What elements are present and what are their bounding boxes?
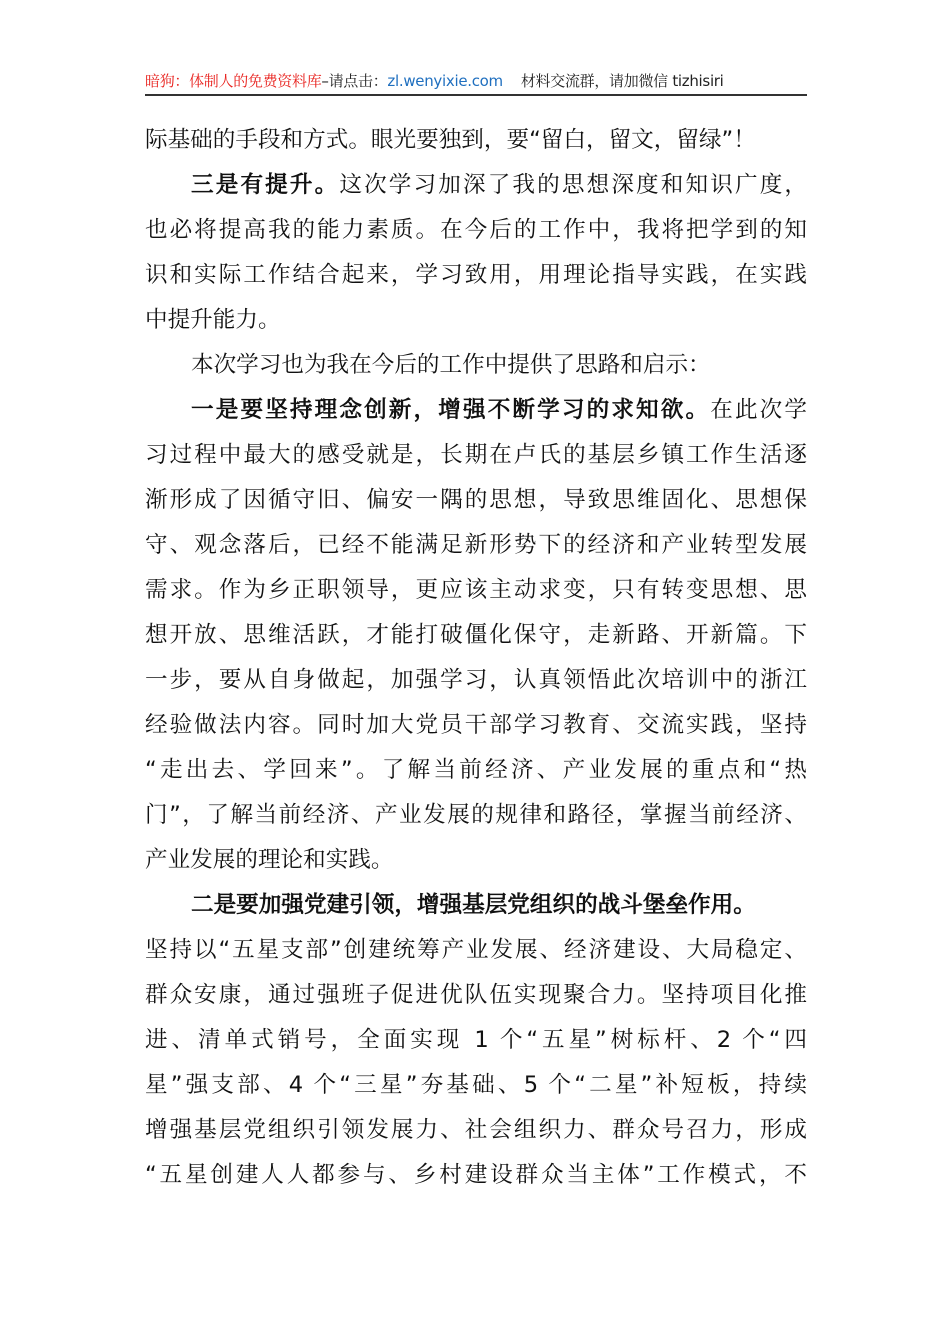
- bold-lead-two: 二是要加强党建引领，增强基层党组织的战斗堡垒作用。: [191, 892, 756, 918]
- paragraph-heading-line: [145, 163, 807, 208]
- paragraph-line: “走出去、学回来”。了解当前经济、产业发展的重点和“热: [145, 757, 807, 783]
- paragraph-line: 想开放、思维活跃，才能打破僵化保守，走新路、开新篇。下: [145, 622, 807, 648]
- paragraph-line: “五星创建人人都参与、乡村建设群众当主体”工作模式，不: [145, 1162, 807, 1188]
- paragraph-line: 产业发展的理论和实践。: [145, 847, 394, 873]
- paragraph-line: 门”，了解当前经济、产业发展的规律和路径，掌握当前经济、: [145, 802, 807, 828]
- paragraph-line: 一步，要从自身做起，加强学习，认真领悟此次培训中的浙江: [145, 667, 807, 693]
- paragraph-text: 这次学习加深了我的思想深度和知识广度，: [339, 172, 808, 198]
- paragraph-line: 识和实际工作结合起来，学习致用，用理论指导实践，在实践: [145, 262, 807, 288]
- site-url-link[interactable]: zl.wenyixie.com: [387, 72, 503, 90]
- paragraph-text: 在此次学: [710, 397, 808, 423]
- paragraph-line: 群众安康，通过强班子促进优队伍实现聚合力。坚持项目化推: [145, 982, 807, 1008]
- paragraph-line: 渐形成了因循守旧、偏安一隅的思想，导致思维固化、思想保: [145, 487, 807, 513]
- paragraph-line: 际基础的手段和方式。眼光要独到，要“留白，留文，留绿”！: [145, 127, 756, 153]
- bold-lead-three: 三是有提升。: [191, 172, 340, 198]
- wechat-group-note: 材料交流群，请加微信 tizhisiri: [520, 72, 724, 90]
- document-body: [145, 118, 807, 1198]
- paragraph-line: 进、清单式销号，全面实现 1 个“五星”树标杆、2 个“四: [145, 1027, 807, 1053]
- paragraph-line: 守、观念落后，已经不能满足新形势下的经济和产业转型发展: [145, 532, 807, 558]
- paragraph-heading-line: [145, 388, 807, 433]
- bold-lead-one: 一是要坚持理念创新，增强不断学习的求知欲。: [191, 397, 711, 423]
- click-prefix: –请点击：: [321, 72, 388, 90]
- paragraph-line: 也必将提高我的能力素质。在今后的工作中，我将把学到的知: [145, 217, 807, 243]
- paragraph-line: 增强基层党组织引领发展力、社会组织力、群众号召力，形成: [145, 1117, 807, 1143]
- paragraph-line: 本次学习也为我在今后的工作中提供了思路和启示：: [191, 352, 711, 378]
- paragraph-line: 中提升能力。: [145, 307, 281, 333]
- paragraph-line: 习过程中最大的感受就是，长期在卢氏的基层乡镇工作生活逐: [145, 442, 807, 468]
- paragraph-line: 需求。作为乡正职领导，更应该主动求变，只有转变思想、思: [145, 577, 807, 603]
- paragraph-heading-line: [145, 883, 807, 928]
- paragraph-line: 星”强支部、4 个“三星”夯基础、5 个“二星”补短板，持续: [145, 1072, 807, 1098]
- paragraph-line: 坚持以“五星支部”创建统筹产业发展、经济建设、大局稳定、: [145, 937, 807, 963]
- paragraph-line: 经验做法内容。同时加大党员干部学习教育、交流实践，坚持: [145, 712, 807, 738]
- site-name: 暗狗：体制人的免费资料库: [145, 72, 322, 90]
- page-header: [145, 70, 807, 96]
